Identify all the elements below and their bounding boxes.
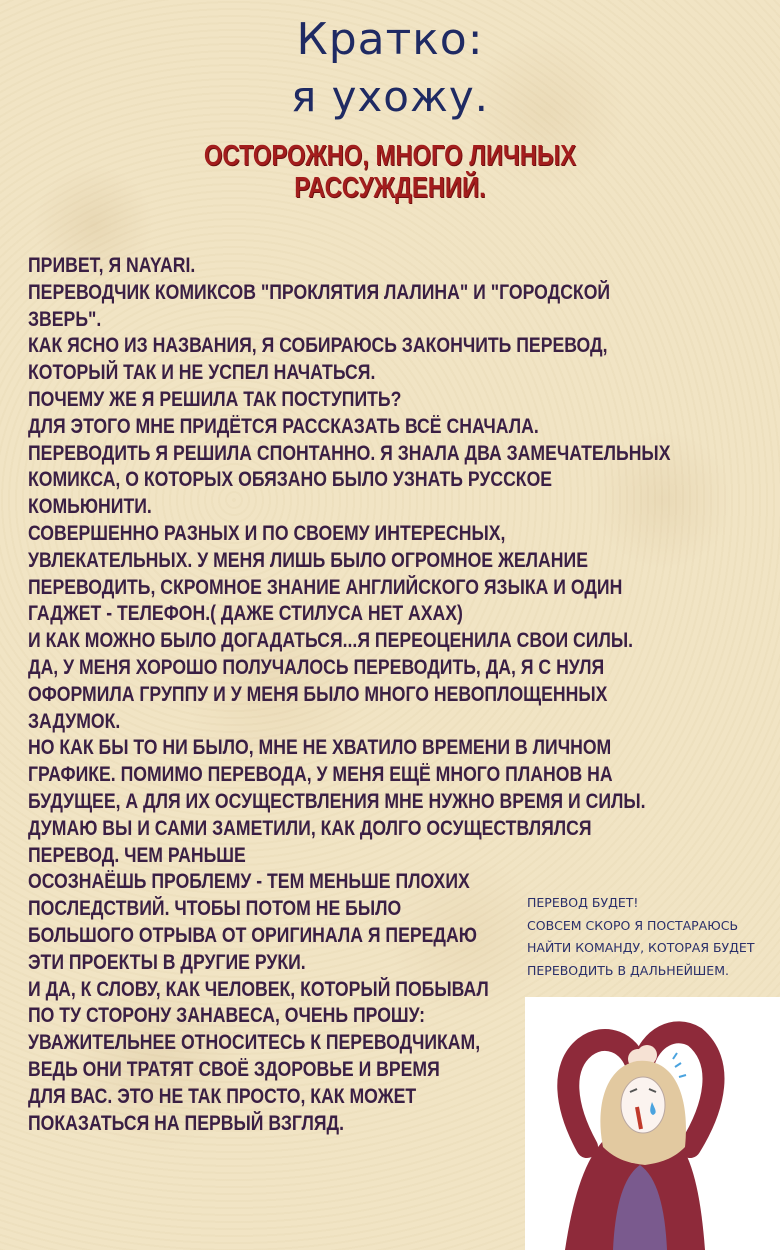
message-line: ПЕРЕВОД. ЧЕМ РАНЬШЕ — [28, 843, 246, 867]
message-line: ПЕРЕВОДИТЬ, СКРОМНОЕ ЗНАНИЕ АНГЛИЙСКОГО ЯЗЫКА И ОДИН — [28, 575, 623, 599]
message-line: ДЛЯ ЭТОГО МНЕ ПРИДЁТСЯ РАССКАЗАТЬ ВСЁ СНАЧАЛА. — [28, 414, 539, 438]
message-line: ПРИВЕТ, Я NAYARI. — [28, 254, 196, 277]
message-line: ЗАДУМОК. — [28, 709, 121, 733]
message-line: ВЕДЬ ОНИ ТРАТЯТ СВОЁ ЗДОРОВЬЕ И ВРЕМЯ — [28, 1057, 440, 1081]
page-title: Кратко: — [296, 14, 484, 65]
message-line: ПЕРЕВОДИТЬ Я РЕШИЛА СПОНТАННО. Я ЗНАЛА ДВА ЗАМЕЧАТЕЛЬНЫХ — [28, 441, 671, 465]
message-line: ПОКАЗАТЬСЯ НА ПЕРВЫЙ ВЗГЛЯД. — [28, 1111, 344, 1135]
warning-heading-line-1: ОСТОРОЖНО, МНОГО ЛИЧНЫХ — [203, 140, 577, 172]
message-line: И ДА, К СЛОВУ, КАК ЧЕЛОВЕК, КОТОРЫЙ ПОБЫВАЛ — [28, 977, 489, 1001]
message-line: ПОЧЕМУ ЖЕ Я РЕШИЛА ТАК ПОСТУПИТЬ? — [28, 387, 402, 411]
message-line: СОВЕРШЕННО РАЗНЫХ И ПО СВОЕМУ ИНТЕРЕСНЫХ, — [28, 521, 506, 545]
page-subtitle: я ухожу. — [290, 72, 490, 121]
message-line: И КАК МОЖНО БЫЛО ДОГАДАТЬСЯ...Я ПЕРЕОЦЕНИЛА СВОИ СИЛЫ. — [28, 629, 633, 653]
side-note-line: НАЙТИ КОМАНДУ, КОТОРАЯ БУДЕТ — [527, 940, 755, 955]
message-line: ПОСЛЕДСТВИЙ. ЧТОБЫ ПОТОМ НЕ БЫЛО — [28, 897, 402, 921]
message-line: ЗВЕРЬ". — [28, 307, 102, 331]
message-line: КОМЬЮНИТИ. — [28, 495, 152, 519]
message-line: НО КАК БЫ ТО НИ БЫЛО, МНЕ НЕ ХВАТИЛО ВРЕМЕНИ В ЛИЧНОМ — [28, 736, 612, 760]
message-line: УВАЖИТЕЛЬНЕЕ ОТНОСИТЕСЬ К ПЕРЕВОДЧИКАМ, — [28, 1031, 481, 1055]
side-note-line: ПЕРЕВОДИТЬ В ДАЛЬНЕЙШЕМ. — [527, 962, 729, 978]
warning-heading-line-2: РАССУЖДЕНИЙ. — [294, 172, 486, 204]
sweat-marks-icon — [673, 1053, 686, 1077]
message-line: ГРАФИКЕ. ПОМИМО ПЕРЕВОДА, У МЕНЯ ЕЩЁ МНОГО ПЛАНОВ НА — [28, 763, 613, 787]
side-note — [527, 892, 777, 982]
message-line: ДУМАЮ ВЫ И САМИ ЗАМЕТИЛИ, КАК ДОЛГО ОСУЩЕСТВЛЯЛСЯ — [28, 816, 592, 840]
message-line: ПО ТУ СТОРОНУ ЗАНАВЕСА, ОЧЕНЬ ПРОШУ: — [28, 1004, 426, 1028]
message-line: ДА, У МЕНЯ ХОРОШО ПОЛУЧАЛОСЬ ПЕРЕВОДИТЬ, ДА, Я С НУЛЯ — [28, 655, 605, 679]
message-line: ПЕРЕВОДЧИК КОМИКСОВ "ПРОКЛЯТИЯ ЛАЛИНА" И "ГОРОДСКОЙ — [28, 280, 611, 304]
message-line: ГАДЖЕТ - ТЕЛЕФОН.( ДАЖЕ СТИЛУСА НЕТ АХАХ) — [28, 602, 463, 626]
message-line: КОМИКСА, О КОТОРЫХ ОБЯЗАНО БЫЛО УЗНАТЬ РУССКОЕ — [28, 468, 553, 492]
side-note-line: ПЕРЕВОД БУДЕТ! — [527, 895, 639, 910]
heart-hands-icon — [525, 997, 780, 1250]
side-note-line: СОВСЕМ СКОРО Я ПОСТАРАЮСЬ — [527, 917, 739, 933]
message-line: КОТОРЫЙ ТАК И НЕ УСПЕЛ НАЧАТЬСЯ. — [28, 361, 376, 385]
message-line: УВЛЕКАТЕЛЬНЫХ. У МЕНЯ ЛИШЬ БЫЛО ОГРОМНОЕ ЖЕЛАНИЕ — [28, 548, 588, 572]
mask-face — [621, 1077, 665, 1133]
message-line: ОФОРМИЛА ГРУППУ И У МЕНЯ БЫЛО МНОГО НЕВОПЛОЩЕННЫХ — [28, 682, 608, 706]
message-line: ЭТИ ПРОЕКТЫ В ДРУГИЕ РУКИ. — [28, 950, 306, 974]
message-line: БОЛЬШОГО ОТРЫВА ОТ ОРИГИНАЛА Я ПЕРЕДАЮ — [28, 923, 477, 947]
message-line: КАК ЯСНО ИЗ НАЗВАНИЯ, Я СОБИРАЮСЬ ЗАКОНЧИТЬ ПЕРЕВОД, — [28, 334, 608, 358]
girl-heart-hands-illustration — [525, 997, 780, 1250]
message-line: ОСОЗНАЁШЬ ПРОБЛЕМУ - ТЕМ МЕНЬШЕ ПЛОХИХ — [28, 870, 470, 894]
message-line: БУДУЩЕЕ, А ДЛЯ ИХ ОСУЩЕСТВЛЕНИЯ МНЕ НУЖНО ВРЕМЯ И СИЛЫ. — [28, 789, 646, 813]
message-line: ДЛЯ ВАС. ЭТО НЕ ТАК ПРОСТО, КАК МОЖЕТ — [28, 1084, 417, 1108]
